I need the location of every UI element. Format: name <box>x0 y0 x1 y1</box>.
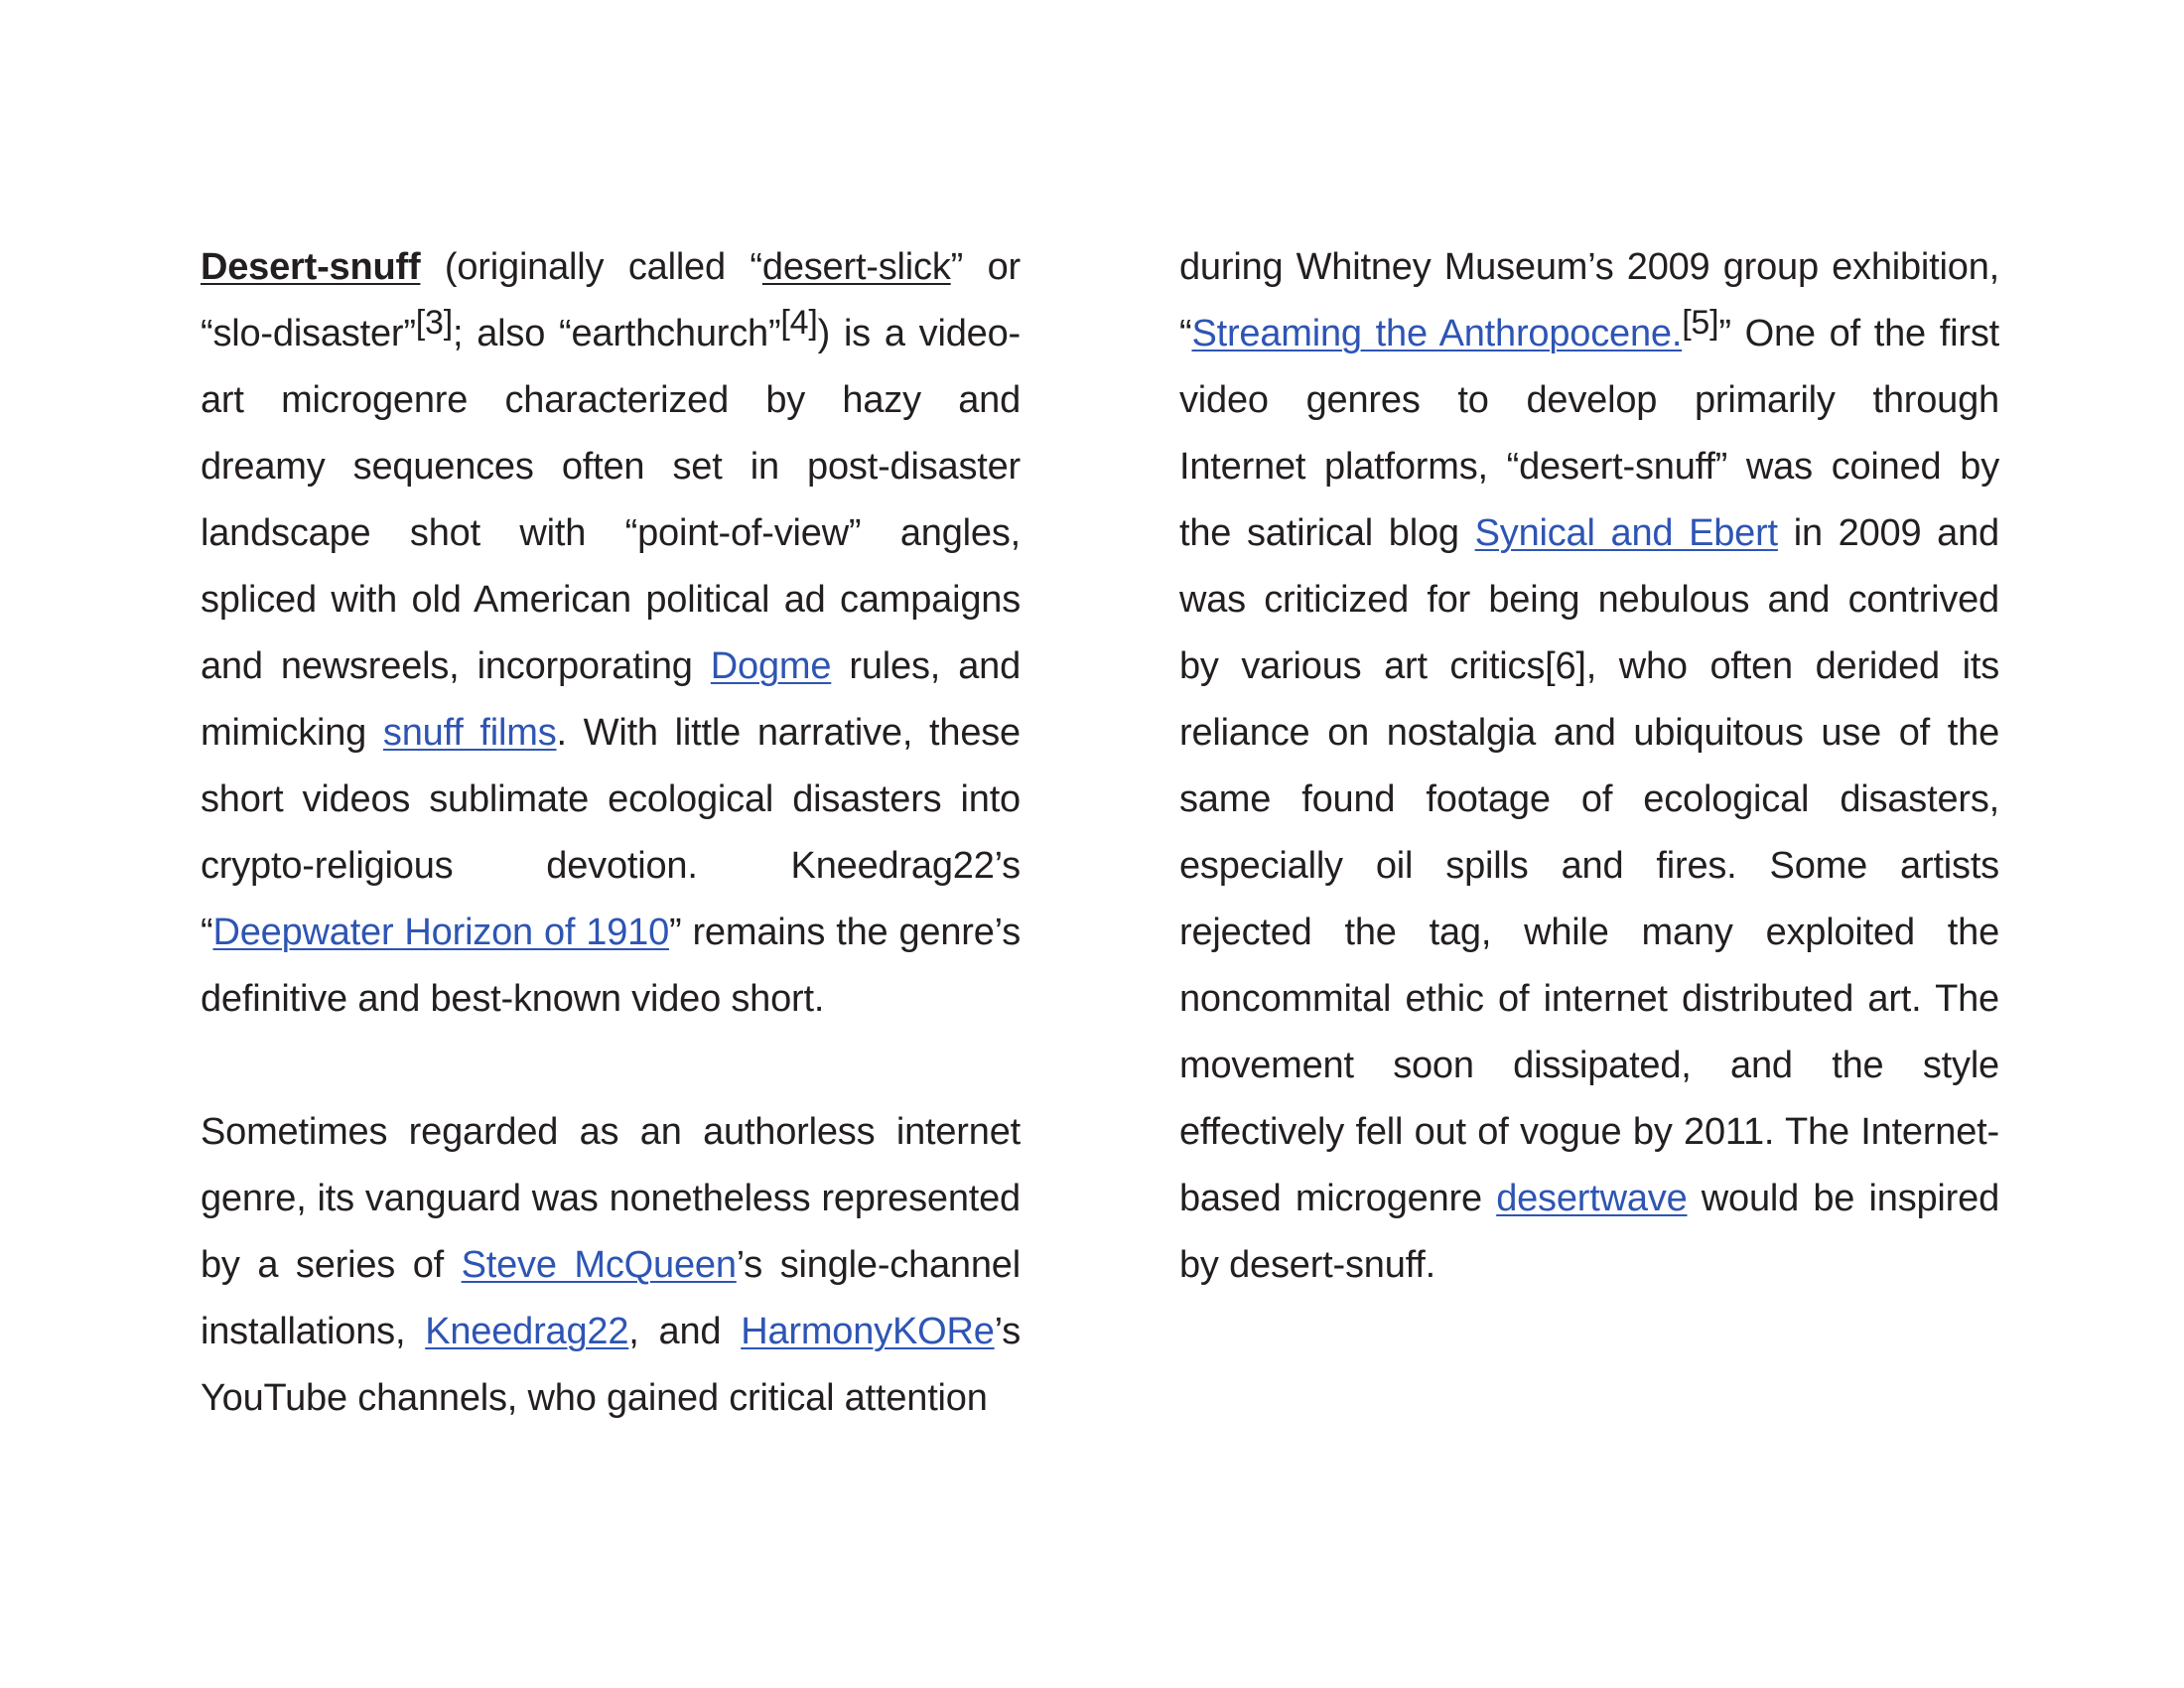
alias-desert-slick: desert-slick <box>761 246 951 288</box>
text-run: ” remains the genre’s definitive and best-known video short. <box>201 912 1021 1020</box>
right-column <box>1179 234 1999 1299</box>
history-paragraph-start <box>201 1099 1021 1432</box>
link-steve-mcqueen[interactable]: Steve McQueen <box>461 1244 737 1286</box>
link-synical-and-ebert[interactable]: Synical and Ebert <box>1474 512 1778 554</box>
link-kneedrag22[interactable]: Kneedrag22 <box>425 1311 629 1352</box>
text-run: would be inspired by desert-snuff. <box>1179 1178 2000 1286</box>
text-run: (originally called “ <box>420 246 762 288</box>
text-run: , and <box>628 1311 742 1352</box>
citation-3[interactable]: [3] <box>415 304 453 342</box>
link-dogme[interactable]: Dogme <box>710 645 832 687</box>
text-run: ’s single-channel installations, <box>201 1244 1021 1352</box>
text-run: ; also “earthchurch” <box>453 313 781 354</box>
citation-5[interactable]: [5] <box>1682 304 1719 342</box>
left-column <box>201 234 1021 1432</box>
text-run: during Whitney Museum’s 2009 group exhibition, “ <box>1179 246 1999 354</box>
link-snuff-films[interactable]: snuff films <box>382 712 557 754</box>
link-streaming-the-anthropocene[interactable]: Streaming the Anthropocene. <box>1191 313 1683 354</box>
text-run: ” One of the first video genres to develop primarily through Internet platforms, “desert-snuff” was coined by the satirical blog <box>1179 313 1999 554</box>
article-term: Desert-snuff <box>201 246 421 288</box>
text-run: . With little narrative, these short videos sublimate ecological disasters into crypto-religious devotion. Kneedrag22’s “ <box>201 712 1021 953</box>
history-paragraph-continued <box>1179 234 1999 1299</box>
text-run: ” or “slo-disaster” <box>201 246 1022 354</box>
text-run: rules, and mimicking <box>201 645 1021 754</box>
text-run: ) is a video-art microgenre characterized by hazy and dreamy sequences often set in post-disaster landscape shot with “point-of-view” angles, spliced with old American political ad campaigns and newsreels, incorporating <box>201 313 1021 687</box>
link-deepwater-horizon[interactable]: Deepwater Horizon of 1910 <box>212 912 670 953</box>
intro-paragraph <box>201 234 1021 1033</box>
text-run: ’s YouTube channels, who gained critical attention <box>201 1311 1022 1419</box>
text-run: in 2009 and was criticized for being nebulous and contrived by various art critics[6], who often derided its reliance on nostalgia and ubiquitous use of the same found footage of ecological disasters, especially oil spills and fires. Some artists rejected the tag, while many exploited the noncommital ethic of internet distributed art. The movement soon dissipated, and the style effectively fell out of vogue by 2011. The Internet-based microgenre <box>1179 512 1999 1219</box>
citation-4[interactable]: [4] <box>780 304 818 342</box>
text-run: Sometimes regarded as an authorless internet genre, its vanguard was nonetheless represented by a series of <box>201 1111 1021 1286</box>
link-desertwave[interactable]: desertwave <box>1496 1178 1688 1219</box>
link-harmonykore[interactable]: HarmonyKORe <box>741 1311 995 1352</box>
